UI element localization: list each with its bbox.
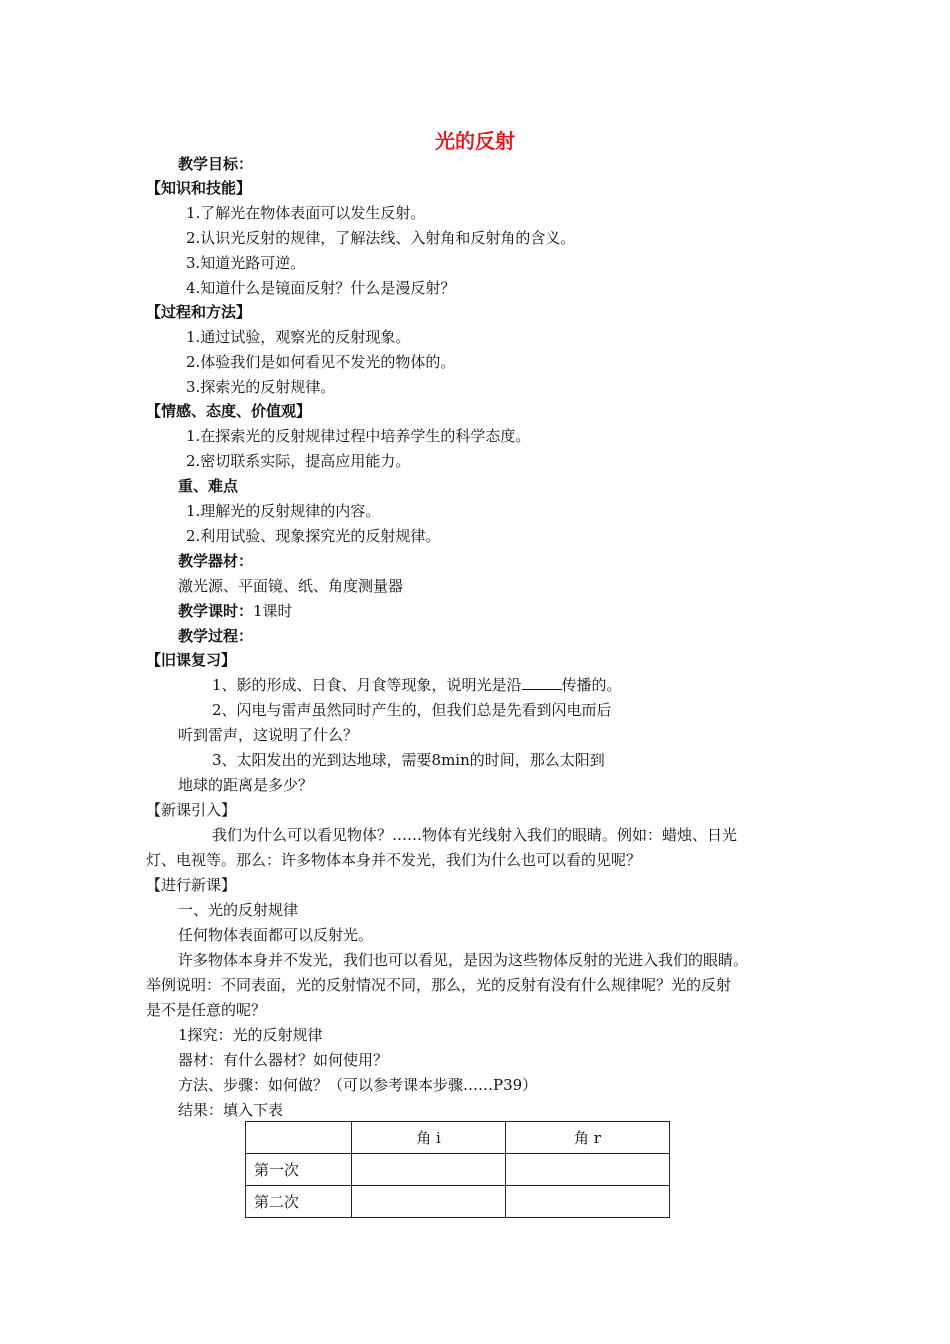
table-cell: [506, 1186, 670, 1218]
procedure-heading: 教学过程：: [178, 627, 254, 645]
hours-text: 1课时: [253, 602, 293, 620]
knowledge-item: 1.了解光在物体表面可以发生反射。: [186, 204, 426, 222]
review-question-2: 2、闪电与雷声虽然同时产生的，但我们总是先看到闪电而后: [212, 701, 612, 719]
table-header-cell: 角 i: [352, 1122, 506, 1154]
review-q1-before: 1、影的形成、日食、月食等现象，说明光是沿: [212, 676, 522, 694]
answer-blank: [522, 675, 562, 690]
page-title: 光的反射: [435, 129, 515, 153]
table-cell: [352, 1186, 506, 1218]
materials-heading: 教学器材：: [178, 552, 254, 570]
table-header-row: [246, 1122, 670, 1154]
table-header-cell: [246, 1122, 352, 1154]
table-header-cell: 角 r: [506, 1122, 670, 1154]
materials-text: 激光源、平面镜、纸、角度测量器: [178, 577, 404, 595]
results-table: [245, 1121, 670, 1218]
paragraph: 许多物体本身并不发光，我们也可以看见，是因为这些物体反射的光进入我们的眼睛。: [178, 951, 749, 969]
knowledge-heading: 【知识和技能】: [146, 179, 252, 197]
table-cell: [352, 1154, 506, 1186]
paragraph-cont: 举例说明：不同表面，光的反射情况不同，那么，光的反射有没有什么规律呢？光的反射: [146, 976, 732, 994]
review-q1-after: 传播的。: [561, 676, 622, 694]
hours-heading: 教学课时：: [178, 602, 254, 620]
paragraph: 任何物体表面都可以反射光。: [178, 926, 374, 944]
goals-heading: 教学目标：: [178, 155, 254, 173]
review-heading: 【旧课复习】: [146, 651, 237, 669]
emotion-heading: 【情感、态度、价值观】: [146, 402, 312, 420]
section-heading: 一、光的反射规律: [178, 901, 299, 919]
table-cell: [506, 1154, 670, 1186]
process-item: 2.体验我们是如何看见不发光的物体的。: [186, 353, 456, 371]
emotion-item: 2.密切联系实际，提高应用能力。: [186, 452, 411, 470]
knowledge-item: 3.知道光路可逆。: [186, 254, 306, 272]
intro-heading: 【新课引入】: [146, 801, 237, 819]
equipment-line: 器材：有什么器材？如何使用？: [178, 1051, 389, 1069]
new-lesson-heading: 【进行新课】: [146, 876, 237, 894]
method-line: 方法、步骤：如何做？（可以参考课本步骤……P39）: [178, 1076, 538, 1094]
table-cell: 第二次: [246, 1186, 352, 1218]
table-cell: 第一次: [246, 1154, 352, 1186]
process-item: 1.通过试验，观察光的反射现象。: [186, 328, 411, 346]
result-line: 结果：填入下表: [178, 1101, 284, 1119]
paragraph-cont: 是不是任意的呢？: [146, 1001, 267, 1019]
review-question-3: 3、太阳发出的光到达地球，需要8min的时间，那么太阳到: [212, 751, 605, 769]
review-question-1: [212, 675, 622, 695]
table-row: [246, 1186, 670, 1218]
knowledge-item: 2.认识光反射的规律，了解法线、入射角和反射角的含义。: [186, 229, 576, 247]
key-point-item: 2.利用试验、现象探究光的反射规律。: [186, 527, 441, 545]
process-item: 3.探索光的反射规律。: [186, 378, 336, 396]
key-point-item: 1.理解光的反射规律的内容。: [186, 502, 381, 520]
intro-paragraph: 我们为什么可以看见物体？……物体有光线射入我们的眼睛。例如：蜡烛、日光: [212, 826, 738, 844]
knowledge-item: 4.知道什么是镜面反射？什么是漫反射？: [186, 279, 456, 297]
process-heading: 【过程和方法】: [146, 303, 252, 321]
hours-line: [178, 601, 293, 621]
review-question-2-cont: 听到雷声，这说明了什么？: [178, 726, 359, 744]
emotion-item: 1.在探索光的反射规律过程中培养学生的科学态度。: [186, 427, 531, 445]
explore-heading: 1探究：光的反射规律: [178, 1026, 323, 1044]
review-question-3-cont: 地球的距离是多少？: [178, 776, 314, 794]
table-row: [246, 1154, 670, 1186]
intro-paragraph-cont: 灯、电视等。那么：许多物体本身并不发光，我们为什么也可以看的见呢？: [146, 851, 642, 869]
key-points-heading: 重、难点: [178, 477, 239, 495]
